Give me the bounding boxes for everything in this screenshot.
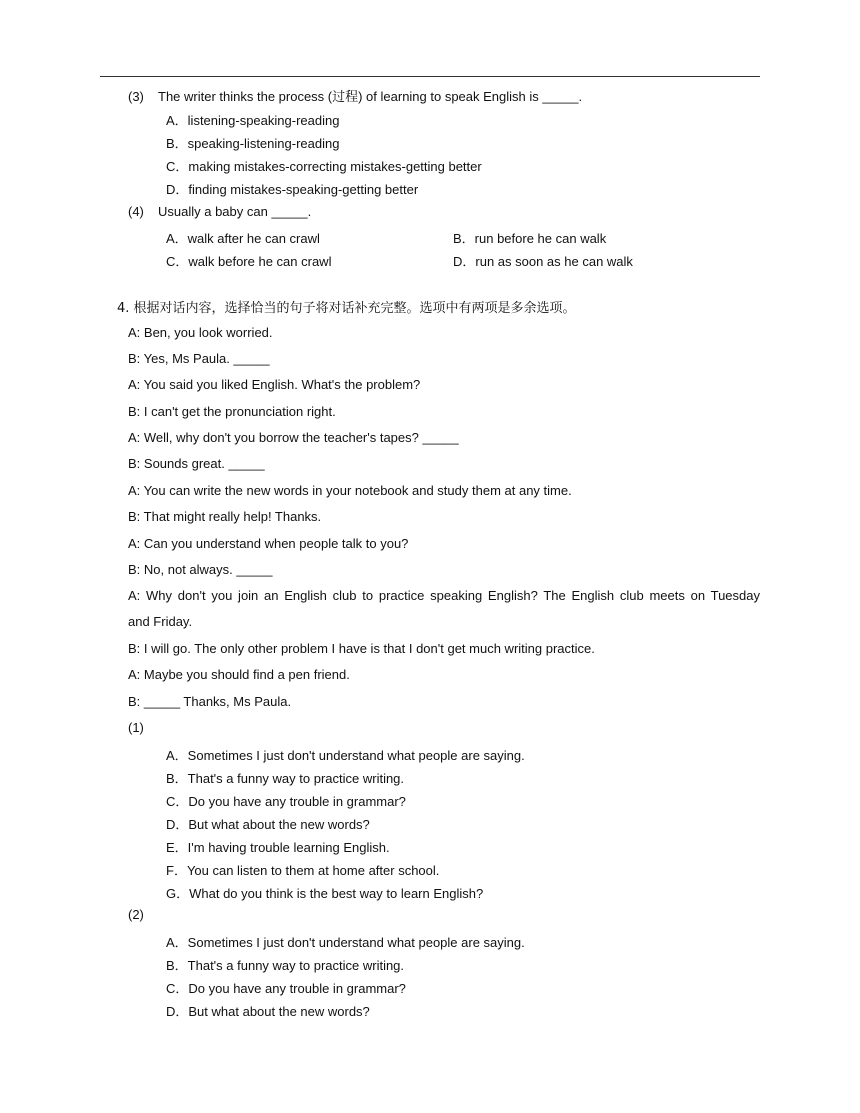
question-4-stem xyxy=(128,204,311,219)
dialogue-line: A: Well, why don't you borrow the teacher's tapes? _____ xyxy=(128,430,459,445)
option-d: D．But what about the new words? xyxy=(166,817,370,832)
option-e: E．I'm having trouble learning English. xyxy=(166,840,390,855)
section-title: 4. 根据对话内容，选择恰当的句子将对话补充完整。选项中有两项是多余选项。 xyxy=(117,301,576,316)
dialogue-line: B: That might really help! Thanks. xyxy=(128,509,322,524)
dialogue-line: B: I can't get the pronunciation right. xyxy=(128,404,336,419)
option-a: A．listening-speaking-reading xyxy=(166,113,340,128)
option-d: D．But what about the new words? xyxy=(166,1004,370,1019)
option-a: A．Sometimes I just don't understand what people are saying. xyxy=(166,748,525,763)
header-rule xyxy=(100,76,760,77)
dialogue-line: A: Ben, you look worried. xyxy=(128,325,273,340)
option-c: C．making mistakes-correcting mistakes-getting better xyxy=(166,159,482,174)
option-c: C．Do you have any trouble in grammar? xyxy=(166,981,406,996)
question-number: (4) xyxy=(128,204,144,219)
question-text: Usually a baby can _____. xyxy=(158,204,312,219)
question-3-stem xyxy=(128,86,582,105)
option-b: B．speaking-listening-reading xyxy=(166,136,340,151)
option-g: G．What do you think is the best way to learn English? xyxy=(166,886,484,901)
dialogue-line: B: Yes, Ms Paula. _____ xyxy=(128,351,270,366)
subquestion-number: (1) xyxy=(128,720,144,735)
dialogue-line: A: You can write the new words in your notebook and study them at any time. xyxy=(128,483,572,498)
dialogue-line: B: Sounds great. _____ xyxy=(128,456,265,471)
dialogue-line: B: No, not always. _____ xyxy=(128,562,273,577)
dialogue-line: B: I will go. The only other problem I have is that I don't get much writing practice. xyxy=(128,641,595,656)
option-c: C．Do you have any trouble in grammar? xyxy=(166,794,406,809)
option-c: C．walk before he can crawl xyxy=(166,254,332,269)
option-b: B．run before he can walk xyxy=(453,231,607,246)
dialogue-line: A: Why don't you join an English club to practice speaking English? The English club meets on Tuesday xyxy=(128,588,760,603)
dialogue-line: and Friday. xyxy=(128,614,193,629)
dialogue-line: A: Maybe you should find a pen friend. xyxy=(128,667,350,682)
option-d: D．run as soon as he can walk xyxy=(453,254,633,269)
dialogue-line: A: Can you understand when people talk to you? xyxy=(128,536,409,551)
option-f: F．You can listen to them at home after school. xyxy=(166,863,440,878)
dialogue-line: B: _____ Thanks, Ms Paula. xyxy=(128,694,292,709)
option-d: D．finding mistakes-speaking-getting better xyxy=(166,182,419,197)
question-text: The writer thinks the process (过程) of learning to speak English is _____. xyxy=(158,89,583,104)
question-number: (3) xyxy=(128,89,144,104)
option-a: A．walk after he can crawl xyxy=(166,231,320,246)
dialogue-line: A: You said you liked English. What's the problem? xyxy=(128,377,421,392)
option-b: B．That's a funny way to practice writing. xyxy=(166,771,405,786)
option-b: B．That's a funny way to practice writing. xyxy=(166,958,405,973)
option-a: A．Sometimes I just don't understand what people are saying. xyxy=(166,935,525,950)
subquestion-number: (2) xyxy=(128,907,144,922)
